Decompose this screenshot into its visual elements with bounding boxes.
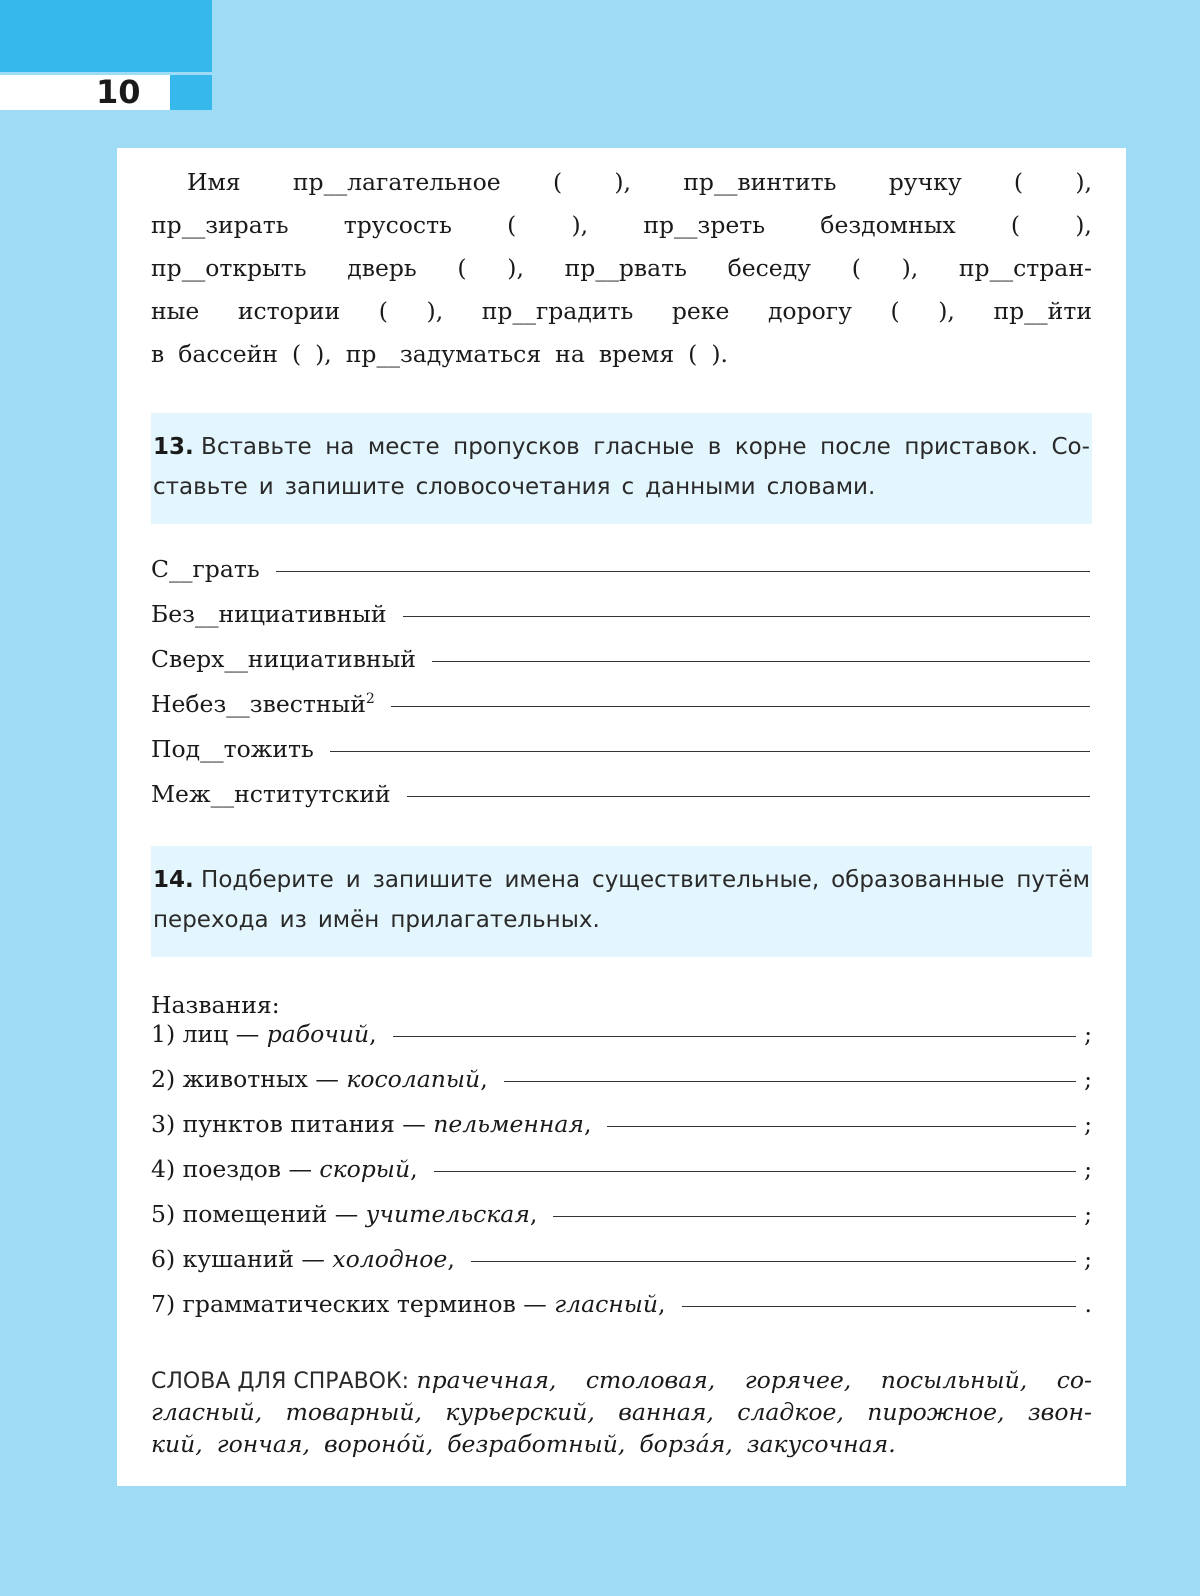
word: запишите bbox=[284, 474, 405, 500]
write-line bbox=[432, 661, 1090, 662]
task-13-number: 13. bbox=[153, 434, 194, 460]
instruction-line bbox=[153, 860, 1090, 900]
word: бездомных bbox=[820, 211, 956, 239]
word: трусость bbox=[343, 211, 452, 239]
answer-line bbox=[151, 1005, 1092, 1049]
answer-line bbox=[151, 675, 1092, 719]
answer-line bbox=[151, 1230, 1092, 1274]
word: ), bbox=[938, 297, 955, 325]
word: в bbox=[151, 340, 165, 368]
task-14-heading: Названия: bbox=[151, 991, 280, 1019]
word: и bbox=[258, 474, 274, 500]
write-line bbox=[393, 1036, 1076, 1037]
word: в bbox=[707, 434, 722, 460]
word: товарный, bbox=[285, 1398, 423, 1426]
reference-label: СЛОВА ДЛЯ СПРАВОК: bbox=[151, 1369, 410, 1394]
page-number-marker bbox=[170, 75, 212, 110]
word-with-gap: Без__нициативный bbox=[151, 600, 387, 628]
answer-line bbox=[151, 765, 1092, 809]
word: гончая, bbox=[216, 1430, 310, 1458]
word: пр__стран- bbox=[958, 254, 1092, 282]
word: гласный, bbox=[151, 1398, 263, 1426]
word: пр__рвать bbox=[564, 254, 687, 282]
word: путём bbox=[1016, 867, 1090, 893]
word-with-gap: Меж__нститутский bbox=[151, 780, 391, 808]
word: дорогу bbox=[767, 297, 852, 325]
word: пр__зирать bbox=[151, 211, 289, 239]
word: пр__лагательное bbox=[292, 168, 501, 196]
word: ставьте bbox=[153, 474, 248, 500]
word: Со- bbox=[1051, 434, 1090, 460]
paragraph-line bbox=[151, 333, 1092, 376]
page-number: 10 bbox=[96, 73, 141, 111]
instruction-line bbox=[153, 900, 1090, 940]
paragraph-line bbox=[151, 161, 1092, 204]
word: из bbox=[279, 907, 307, 933]
word: курьерский, bbox=[445, 1398, 595, 1426]
word: пр__винтить bbox=[683, 168, 837, 196]
task-13-instruction bbox=[151, 413, 1092, 524]
word: истории bbox=[237, 297, 341, 325]
word: реке bbox=[671, 297, 730, 325]
word: ванная, bbox=[618, 1398, 714, 1426]
example-word: пельменная bbox=[433, 1110, 584, 1138]
answer-line bbox=[151, 1275, 1092, 1319]
footnote-marker: 2 bbox=[365, 691, 375, 708]
word: столовая, bbox=[585, 1366, 716, 1394]
page-number-strip bbox=[0, 75, 170, 110]
word: ( bbox=[291, 340, 302, 368]
word: Имя bbox=[187, 168, 241, 196]
answer-line bbox=[151, 540, 1092, 584]
answer-line bbox=[151, 1140, 1092, 1184]
word: кий, bbox=[151, 1430, 203, 1458]
category-label: 2) животных — косолапый, bbox=[151, 1065, 488, 1093]
word: время bbox=[598, 340, 675, 368]
paragraph-line bbox=[151, 247, 1092, 290]
word: перехода bbox=[153, 907, 269, 933]
example-word: холодное bbox=[332, 1245, 448, 1273]
word: на bbox=[325, 434, 355, 460]
answer-line bbox=[151, 585, 1092, 629]
corner-decoration bbox=[0, 0, 212, 72]
write-line bbox=[403, 616, 1090, 617]
word: гласные bbox=[593, 434, 695, 460]
write-line bbox=[276, 571, 1090, 572]
reference-line bbox=[151, 1364, 1092, 1396]
paragraph-line bbox=[151, 290, 1092, 333]
word: воронóй, bbox=[323, 1430, 434, 1458]
write-line bbox=[504, 1081, 1076, 1082]
reference-line bbox=[151, 1428, 1092, 1460]
answer-line bbox=[151, 720, 1092, 764]
word: существительные, bbox=[592, 867, 820, 893]
instruction-lead: 14. Подберите bbox=[153, 867, 334, 893]
word: беседу bbox=[727, 254, 812, 282]
word: корне bbox=[734, 434, 807, 460]
word: имён bbox=[317, 907, 380, 933]
word: образованные bbox=[831, 867, 1005, 893]
word: ), bbox=[426, 297, 444, 325]
word: ( bbox=[507, 211, 517, 239]
write-line bbox=[471, 1261, 1076, 1262]
word: ( bbox=[890, 297, 900, 325]
answer-line bbox=[151, 1050, 1092, 1094]
word: сладкое, bbox=[737, 1398, 844, 1426]
example-word: скорый bbox=[319, 1155, 411, 1183]
line-end-punctuation: ; bbox=[1084, 1110, 1092, 1138]
write-line bbox=[330, 751, 1090, 752]
category-label: 3) пунктов питания — пельменная, bbox=[151, 1110, 592, 1138]
write-line bbox=[434, 1171, 1076, 1172]
word: после bbox=[820, 434, 891, 460]
word: безработный, bbox=[447, 1430, 626, 1458]
word: дверь bbox=[347, 254, 417, 282]
example-word: косолапый bbox=[346, 1065, 481, 1093]
word: ), bbox=[571, 211, 589, 239]
word: на bbox=[555, 340, 585, 368]
category-label: 5) помещений — учительская, bbox=[151, 1200, 538, 1228]
word: пр__йти bbox=[993, 297, 1092, 325]
answer-line bbox=[151, 1095, 1092, 1139]
word: данными bbox=[645, 474, 756, 500]
exercise-paragraph bbox=[151, 161, 1092, 376]
task-14-number: 14. bbox=[153, 867, 194, 893]
write-line bbox=[391, 706, 1090, 707]
example-word: учительская bbox=[365, 1200, 530, 1228]
word: ), bbox=[614, 168, 631, 196]
word: ручку bbox=[888, 168, 962, 196]
word: пропусков bbox=[453, 434, 580, 460]
word: ( bbox=[378, 297, 388, 325]
word: словосочетания bbox=[415, 474, 611, 500]
answer-line bbox=[151, 1185, 1092, 1229]
word: с bbox=[621, 474, 635, 500]
write-line bbox=[553, 1216, 1076, 1217]
reference-lead: СЛОВА ДЛЯ СПРАВОК: прачечная, bbox=[151, 1366, 557, 1394]
category-label: 1) лиц — рабочий, bbox=[151, 1020, 377, 1048]
example-word: рабочий bbox=[266, 1020, 370, 1048]
word: ные bbox=[151, 297, 200, 325]
word: и bbox=[345, 867, 361, 893]
line-end-punctuation: ; bbox=[1084, 1155, 1092, 1183]
word: пр__зреть bbox=[643, 211, 766, 239]
word: имена bbox=[504, 867, 581, 893]
word: борзáя, bbox=[639, 1430, 733, 1458]
instruction-line bbox=[153, 427, 1090, 467]
word: ( bbox=[552, 168, 563, 196]
instruction-lead: 13. Вставьте bbox=[153, 434, 312, 460]
word: бассейн bbox=[178, 340, 278, 368]
task-14-instruction bbox=[151, 846, 1092, 957]
category-label: 7) грамматических терминов — гласный, bbox=[151, 1290, 666, 1318]
category-label: 6) кушаний — холодное, bbox=[151, 1245, 455, 1273]
word: ). bbox=[711, 340, 728, 368]
word: ( bbox=[1013, 168, 1024, 196]
word: со- bbox=[1056, 1366, 1092, 1394]
word: приставок. bbox=[904, 434, 1038, 460]
word: посыльный, bbox=[880, 1366, 1028, 1394]
word: пр__задуматься bbox=[345, 340, 542, 368]
word-with-gap: Под__тожить bbox=[151, 735, 314, 763]
write-line bbox=[407, 796, 1090, 797]
word: прилагательных. bbox=[390, 907, 600, 933]
reference-words bbox=[151, 1364, 1092, 1460]
word: пр__градить bbox=[481, 297, 634, 325]
word: запишите bbox=[372, 867, 493, 893]
word: ), bbox=[901, 254, 919, 282]
word: ), bbox=[1075, 168, 1092, 196]
word-with-gap: Небез__звестный$^2$ bbox=[151, 690, 375, 718]
line-end-punctuation: ; bbox=[1084, 1020, 1092, 1048]
word: ( bbox=[1010, 211, 1021, 239]
word: ( bbox=[851, 254, 861, 282]
word: месте bbox=[367, 434, 440, 460]
paragraph-line bbox=[151, 204, 1092, 247]
word: горячее, bbox=[744, 1366, 852, 1394]
example-word: гласный bbox=[554, 1290, 659, 1318]
line-end-punctuation: ; bbox=[1084, 1200, 1092, 1228]
word: ), bbox=[507, 254, 524, 282]
word: звон- bbox=[1027, 1398, 1092, 1426]
write-line bbox=[682, 1306, 1077, 1307]
write-line bbox=[607, 1126, 1076, 1127]
line-end-punctuation: . bbox=[1084, 1290, 1092, 1318]
word: словами. bbox=[766, 474, 876, 500]
line-end-punctuation: ; bbox=[1084, 1065, 1092, 1093]
word: ), bbox=[315, 340, 332, 368]
word-with-gap: С__грать bbox=[151, 555, 260, 583]
word: ( bbox=[457, 254, 467, 282]
word: закусочная. bbox=[746, 1430, 896, 1458]
word: ), bbox=[1075, 211, 1092, 239]
word-with-gap: Сверх__нициативный bbox=[151, 645, 416, 673]
answer-line bbox=[151, 630, 1092, 674]
word: пирожное, bbox=[867, 1398, 1005, 1426]
reference-line bbox=[151, 1396, 1092, 1428]
line-end-punctuation: ; bbox=[1084, 1245, 1092, 1273]
category-label: 4) поездов — скорый, bbox=[151, 1155, 418, 1183]
word: пр__открыть bbox=[151, 254, 307, 282]
word: ( bbox=[688, 340, 698, 368]
instruction-line bbox=[153, 467, 1090, 507]
